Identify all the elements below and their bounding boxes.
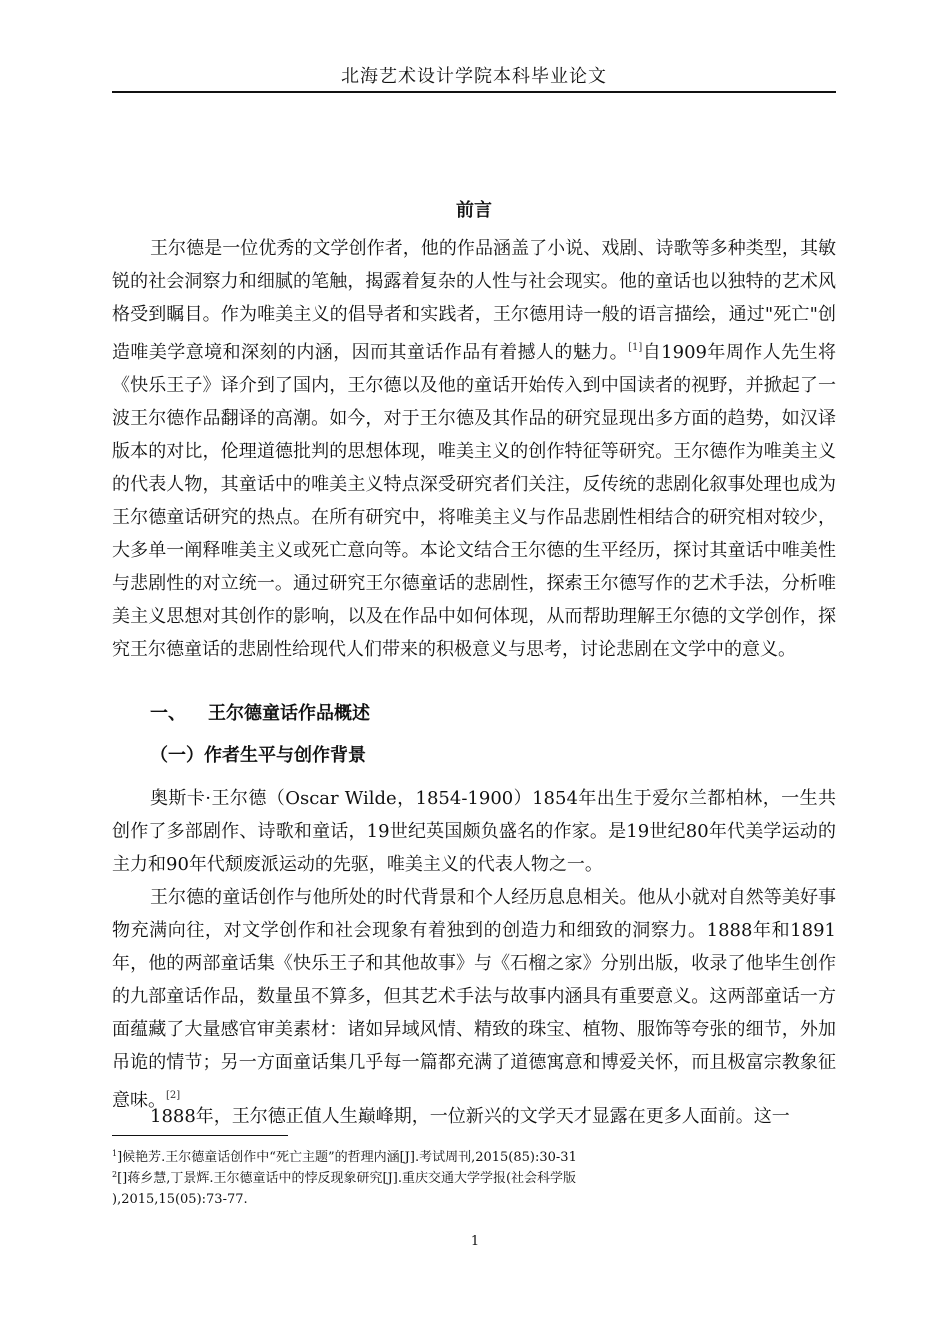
section-number: 一、 xyxy=(150,703,186,724)
body-paragraph-1: 奥斯卡·王尔德（Oscar Wilde，1854-1900）1854年出生于爱尔兰都柏林，一生共创作了多部剧作、诗歌和童话，19世纪英国颇负盛名的作家。是19世纪80年代美学运动的主力和90年代颓废派运动的先驱，唯美主义的代表人物之一。 xyxy=(112,788,836,875)
section-title: 王尔德童话作品概述 xyxy=(208,703,370,724)
subsection-heading-1-1: （一）作者生平与创作背景 xyxy=(150,745,366,766)
body-paragraph-3: 1888年，王尔德正值人生巅峰期，一位新兴的文学天才显露在更多人面前。这一 xyxy=(150,1106,790,1127)
footnote-2-mark: 2 xyxy=(112,1170,118,1179)
footnote-2 xyxy=(112,1164,762,1210)
section-heading-1 xyxy=(150,699,370,725)
preface-title: 前言 xyxy=(456,200,492,221)
citation-ref-1[interactable]: [1] xyxy=(628,342,643,353)
footnote-rule xyxy=(112,1135,288,1136)
footnote-1-mark: 1 xyxy=(112,1149,118,1158)
citation-ref-2[interactable]: [2] xyxy=(166,1090,181,1101)
preface-text-b: 自1909年周作人先生将《快乐王子》译介到了国内，王尔德以及他的童话开始传入到中国读者的视野，并掀起了一波王尔德作品翻译的高潮。如今，对于王尔德及其作品的研究显现出多方面的趋势，如汉译版本的对比，伦理道德批判的思想体现，唯美主义的创作特征等研究。王尔德作为唯美主义的代表人物，其童话中的唯美主义特点深受研究者们关注，反传统的悲剧化叙事处理也成为王尔德童话研究的热点。在所有研究中，将唯美主义与作品悲剧性相结合的研究相对较少，大多单一阐释唯美主义或死亡意向等。本论文结合王尔德的生平经历，探讨其童话中唯美性与悲剧性的对立统一。通过研究王尔德童话的悲剧性，探索王尔德写作的艺术手法，分析唯美主义思想对其创作的影响，以及在作品中如何体现，从而帮助理解王尔德的文学创作，探究王尔德童话的悲剧性给现代人们带来的积极意义与思考，讨论悲剧在文学中的意义。 xyxy=(112,342,837,660)
running-header: 北海艺术设计学院本科毕业论文 xyxy=(341,66,607,87)
page-number: 1 xyxy=(470,1234,480,1249)
footnote-2-text-a: []蒋乡慧,丁景辉.王尔德童话中的悖反现象研究[J].重庆交通大学学报(社会科学版 xyxy=(117,1171,577,1186)
body-paragraph-2-text: 王尔德的童话创作与他所处的时代背景和个人经历息息相关。他从小就对自然等美好事物充满向往，对文学创作和社会现象有着独到的创造力和细致的洞察力。1888年和1891年，他的两部童话集《快乐王子和其他故事》与《石榴之家》分别出版，收录了他毕生创作的九部童话作品，数量虽不算多，但其艺术手法与故事内涵具有重要意义。这两部童话一方面蕴藏了大量感官审美素材：诸如异域风情、精致的珠宝、植物、服饰等夸张的细节，外加吊诡的情节；另一方面童话集几乎每一篇都充满了道德寓意和博爱关怀，而且极富宗教象征意味。 xyxy=(112,887,836,1111)
footnote-2-text-b: ),2015,15(05):73-77. xyxy=(112,1192,248,1207)
preface-text-a: 王尔德是一位优秀的文学创作者，他的作品涵盖了小说、戏剧、诗歌等多种类型，其敏锐的社会洞察力和细腻的笔触，揭露着复杂的人性与社会现实。他的童话也以独特的艺术风格受到瞩目。作为唯美主义的倡导者和实践者，王尔德用诗一般的语言描绘，通过"死亡"创造唯美学意境和深刻的内涵，因而其童话作品有着撼人的魅力。 xyxy=(112,238,836,363)
preface-paragraph xyxy=(112,232,836,666)
footnote-1-text: ]候艳芳.王尔德童话创作中“死亡主题”的哲理内涵[J].考试周刊,2015(85):30-31 xyxy=(117,1150,577,1165)
header-rule xyxy=(112,91,836,93)
body-paragraph-2 xyxy=(112,881,836,1117)
